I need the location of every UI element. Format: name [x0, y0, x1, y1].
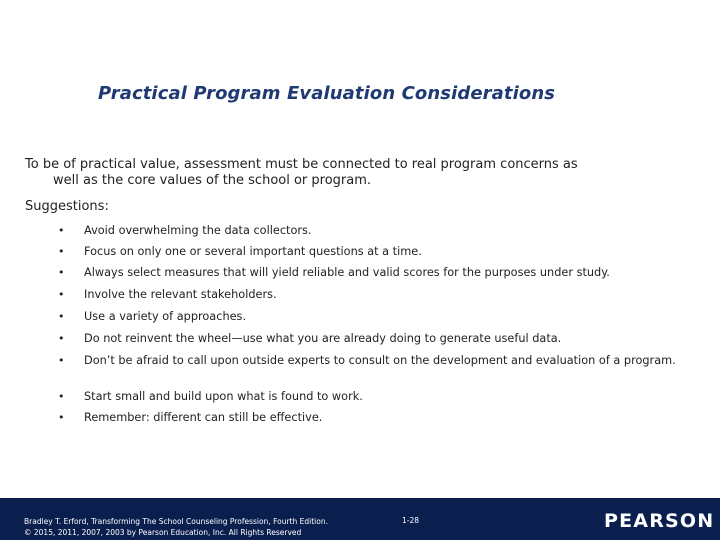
- pearson-logo: PEARSON: [604, 510, 715, 532]
- suggestions-label: Suggestions:: [25, 199, 109, 214]
- bullet-icon: •: [58, 288, 65, 301]
- list-item-text: Don’t be afraid to call upon outside experts to consult on the development and evaluation of a program.: [84, 354, 676, 367]
- list-item-text: Always select measures that will yield reliable and valid scores for the purposes under study.: [84, 266, 610, 279]
- bullet-icon: •: [58, 266, 65, 279]
- list-item: [58, 354, 698, 367]
- intro-paragraph: [25, 157, 695, 189]
- list-item-text: Focus on only one or several important questions at a time.: [84, 245, 422, 258]
- list-item: [58, 288, 698, 301]
- bullet-icon: •: [58, 354, 65, 367]
- list-item-text: Involve the relevant stakeholders.: [84, 288, 277, 301]
- page-number: 1-28: [402, 516, 420, 525]
- list-item: [58, 224, 698, 237]
- list-item: [58, 332, 698, 345]
- list-item: [58, 266, 698, 279]
- slide-title: Practical Program Evaluation Considerations: [98, 83, 556, 104]
- list-item-text: Remember: different can still be effective.: [84, 411, 323, 424]
- citation-line-1: Bradley T. Erford, Transforming The School Counseling Profession, Fourth Edition.: [24, 517, 328, 526]
- list-item-text: Do not reinvent the wheel—use what you are already doing to generate useful data.: [84, 332, 562, 345]
- bullet-icon: •: [58, 390, 65, 403]
- bullet-icon: •: [58, 310, 65, 323]
- footer-bar: [0, 498, 720, 540]
- intro-line-1: To be of practical value, assessment must be connected to real program concerns as: [25, 157, 578, 172]
- footer-citation: [24, 516, 328, 538]
- list-item: [58, 390, 698, 403]
- list-item-text: Start small and build upon what is found to work.: [84, 390, 363, 403]
- bullet-icon: •: [58, 411, 65, 424]
- citation-line-2: © 2015, 2011, 2007, 2003 by Pearson Education, Inc. All Rights Reserved: [24, 528, 302, 537]
- list-item: [58, 310, 698, 323]
- bullet-icon: •: [58, 224, 65, 237]
- bullet-icon: •: [58, 245, 65, 258]
- bullet-icon: •: [58, 332, 65, 345]
- intro-line-2: well as the core values of the school or program.: [53, 173, 372, 188]
- list-item-text: Avoid overwhelming the data collectors.: [84, 224, 312, 237]
- list-item: [58, 411, 698, 424]
- list-item: [58, 245, 698, 258]
- list-item-text: Use a variety of approaches.: [84, 310, 247, 323]
